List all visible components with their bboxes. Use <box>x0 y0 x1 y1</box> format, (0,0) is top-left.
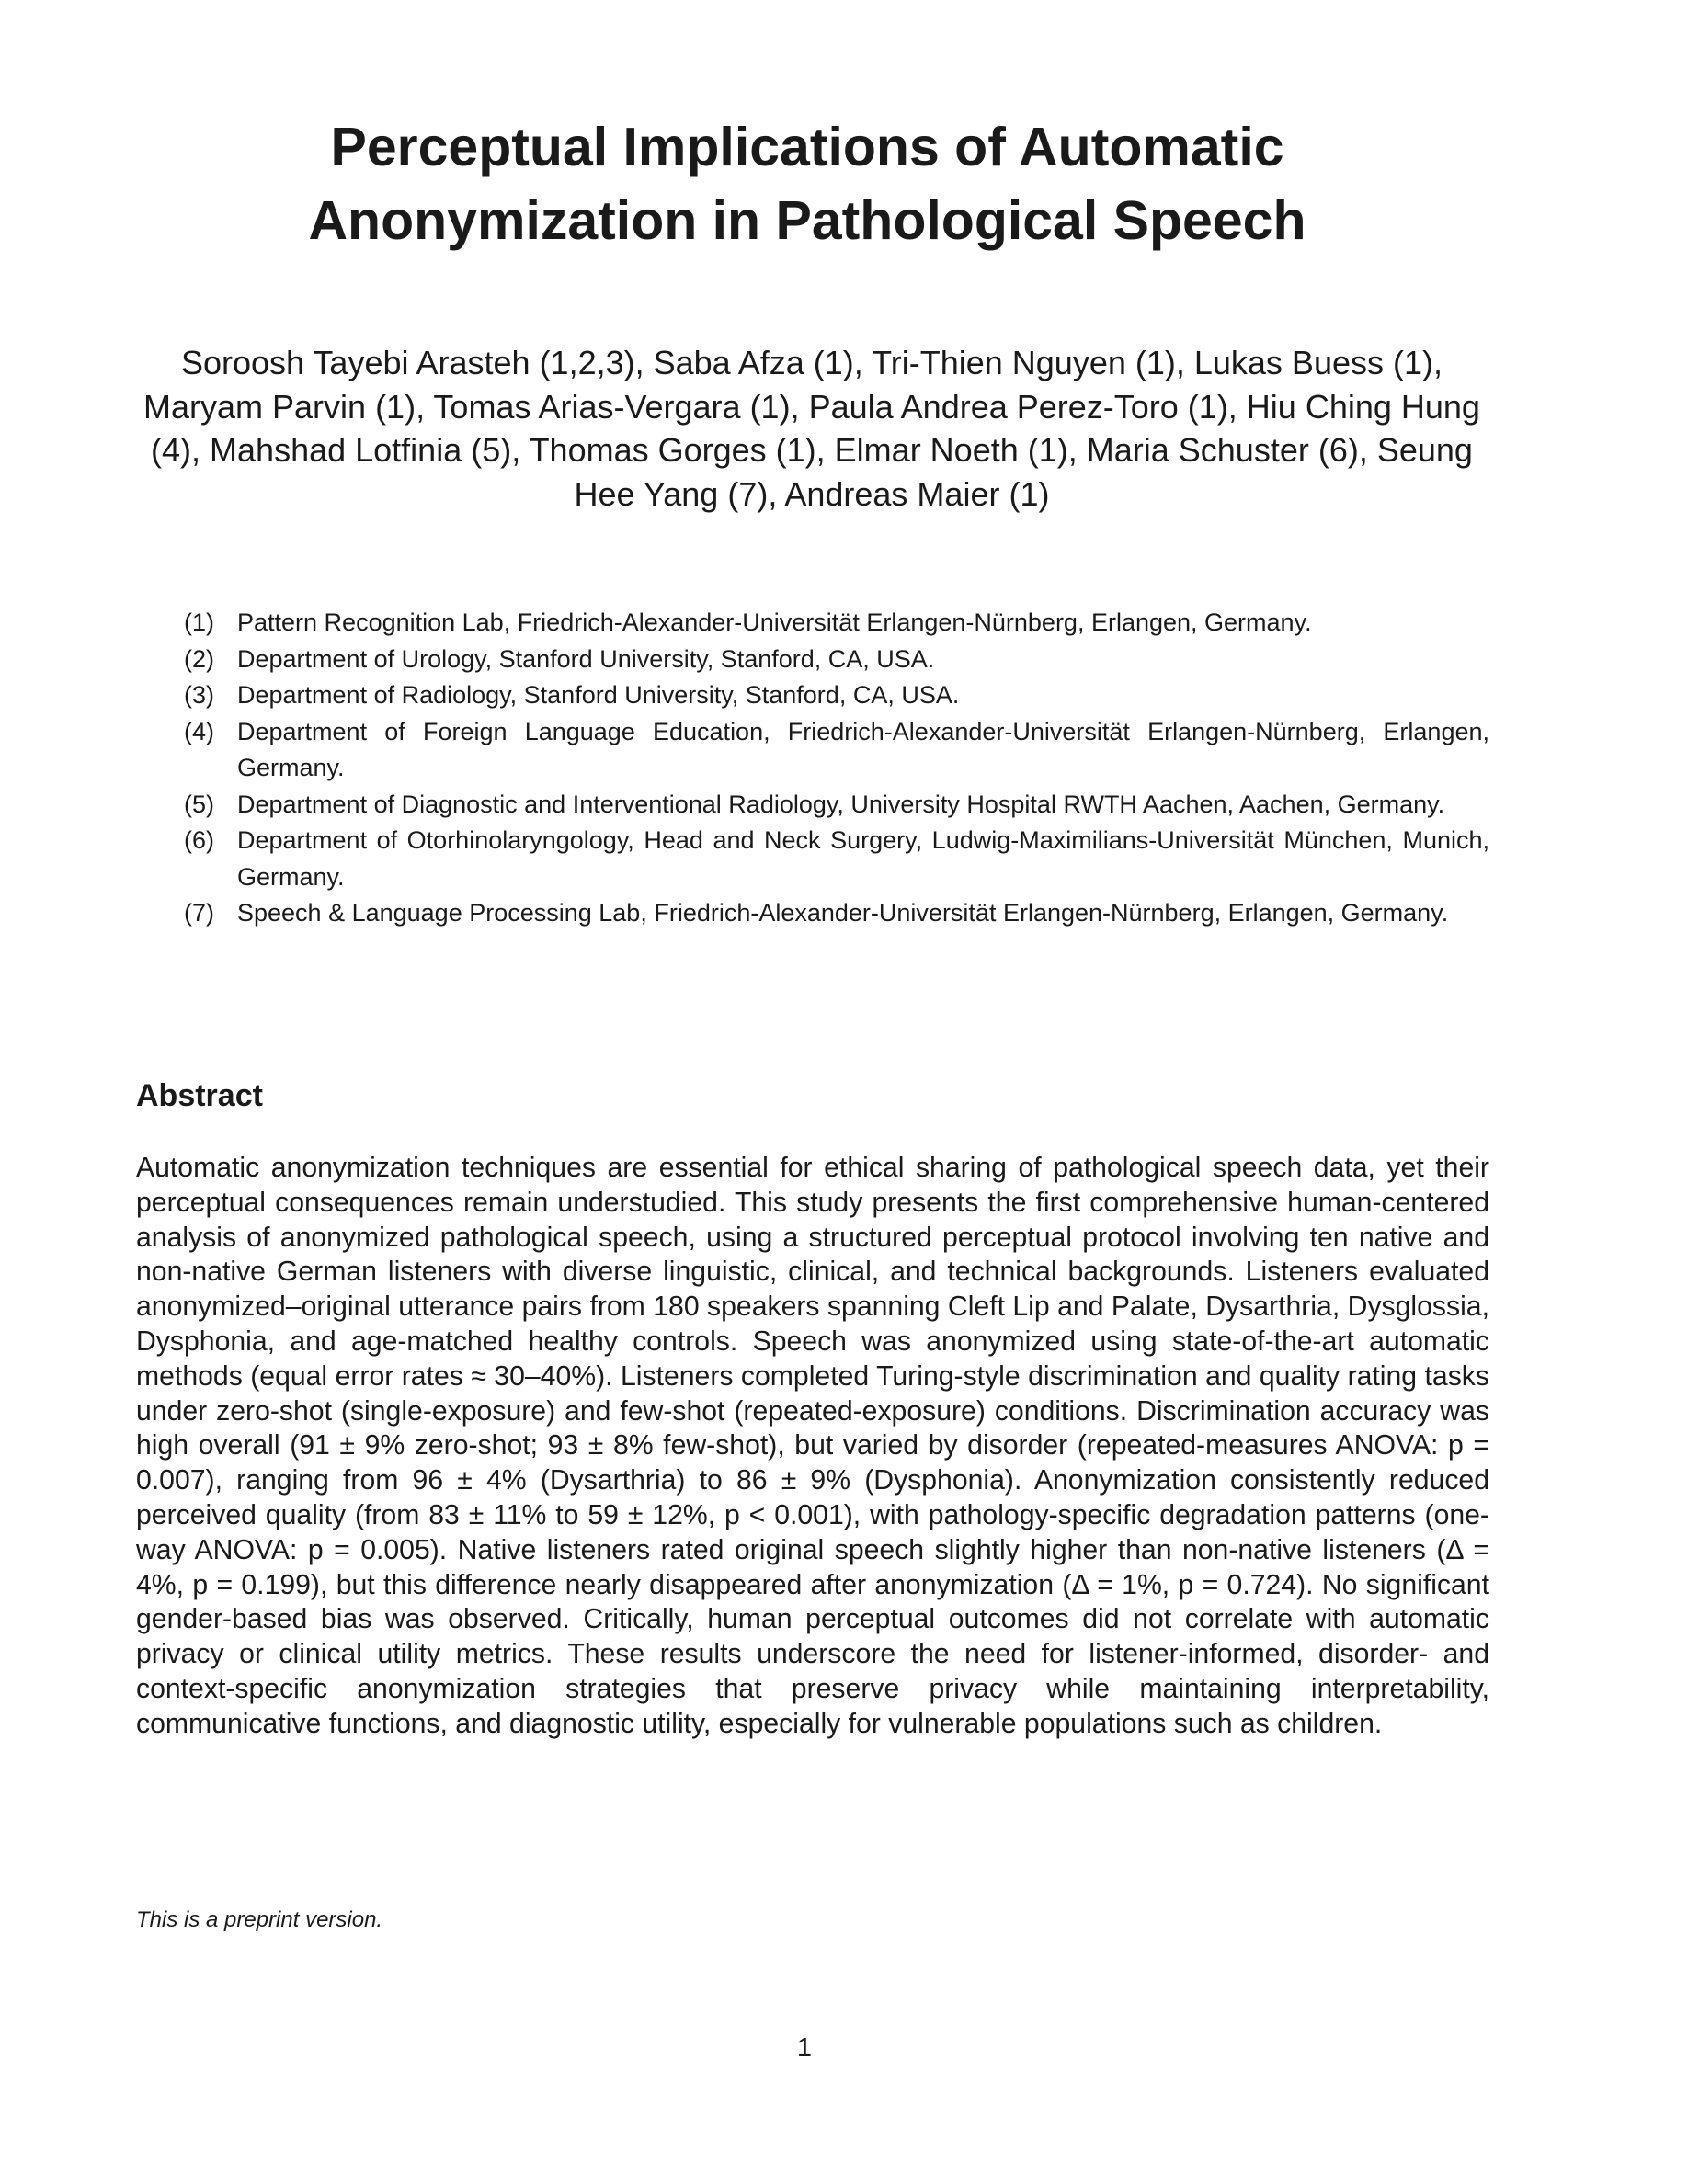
affiliation-item <box>184 714 1489 787</box>
affiliation-number: (3) <box>184 681 214 709</box>
affiliation-item <box>184 605 1489 642</box>
affiliation-list <box>184 605 1489 932</box>
affiliation-number: (6) <box>184 826 214 854</box>
paper-title-line-2: Anonymization in Pathological Speech <box>308 190 1306 251</box>
affiliation-number: (1) <box>184 609 214 636</box>
affiliation-text: Department of Foreign Language Education, Friedrich-Alexander-Universität Erlangen-Nürnberg, Erlangen, Germany. <box>237 717 1489 781</box>
affiliation-text: Pattern Recognition Lab, Friedrich-Alexander-Universität Erlangen-Nürnberg, Erlangen, Germany. <box>237 609 1312 636</box>
author-list: Soroosh Tayebi Arasteh (1,2,3), Saba Afza (1), Tri-Thien Nguyen (1), Lukas Buess (1), Maryam Parvin (1), Tomas Arias-Vergara (1), Paula Andrea Perez-Toro (1), Hiu Ching Hung (4), Mahshad Lotfinia (5), Thomas Gorges (1), Elmar Noeth (1), Maria Schuster (6), Seung Hee Yang (7), Andreas Maier (1) <box>143 344 1480 513</box>
paper-title-line-1: Perceptual Implications of Automatic <box>330 117 1284 177</box>
affiliation-item <box>184 677 1489 714</box>
affiliation-text: Department of Otorhinolaryngology, Head and Neck Surgery, Ludwig-Maximilians-Universität München, Munich, Germany. <box>237 826 1489 891</box>
affiliation-item <box>184 823 1489 895</box>
affiliation-text: Department of Radiology, Stanford University, Stanford, CA, USA. <box>237 681 960 709</box>
affiliation-text: Department of Urology, Stanford University, Stanford, CA, USA. <box>237 644 935 673</box>
affiliation-number: (5) <box>184 790 214 818</box>
abstract-body: Automatic anonymization techniques are essential for ethical sharing of pathological speech data, yet their perceptual consequences remain understudied. This study presents the first comprehensive human-centered analysis of anonymized pathological speech, using a structured perceptual protocol involving ten native and non-native German listeners with diverse linguistic, clinical, and technical backgrounds. Listeners evaluated anonymized–original utterance pairs from 180 speakers spanning Cleft Lip and Palate, Dysarthria, Dysglossia, Dysphonia, and age-matched healthy controls. Speech was anonymized using state-of-the-art automatic methods (equal error rates ≈ 30–40%). Listeners completed Turing-style discrimination and quality rating tasks under zero-shot (single-exposure) and few-shot (repeated-exposure) conditions. Discrimination accuracy was high overall (91 ± 9% zero-shot; 93 ± 8% few-shot), but varied by disorder (repeated-measures ANOVA: p = 0.007), ranging from 96 ± 4% (Dysarthria) to 86 ± 9% (Dysphonia). Anonymization consistently reduced perceived quality (from 83 ± 11% to 59 ± 12%, p < 0.001), with pathology-specific degradation patterns (one-way ANOVA: p = 0.005). Native listeners rated original speech slightly higher than non-native listeners (Δ = 4%, p = 0.199), but this difference nearly disappeared after anonymization (Δ = 1%, p = 0.724). No significant gender-based bias was observed. Critically, human perceptual outcomes did not correlate with automatic privacy or clinical utility metrics. These results underscore the need for listener-informed, disorder- and context-specific anonymization strategies that preserve privacy while maintaining interpretability, communicative functions, and diagnostic utility, especially for vulnerable populations such as children. <box>136 1153 1489 1739</box>
paper-title <box>221 110 1394 257</box>
affiliation-text: Department of Diagnostic and Interventional Radiology, University Hospital RWTH Aachen, Aachen, Germany. <box>237 790 1445 818</box>
affiliation-number: (2) <box>184 644 214 673</box>
preprint-note: This is a preprint version. <box>136 1907 383 1932</box>
abstract-heading: Abstract <box>136 1078 263 1113</box>
affiliation-text: Speech & Language Processing Lab, Friedrich-Alexander-Universität Erlangen-Nürnberg, Erlangen, Germany. <box>237 899 1449 927</box>
affiliation-item <box>184 895 1489 932</box>
affiliation-number: (7) <box>184 899 214 927</box>
affiliation-number: (4) <box>184 717 214 745</box>
page-number: 1 <box>796 2033 813 2063</box>
affiliation-item <box>184 787 1489 824</box>
affiliation-item <box>184 642 1489 678</box>
